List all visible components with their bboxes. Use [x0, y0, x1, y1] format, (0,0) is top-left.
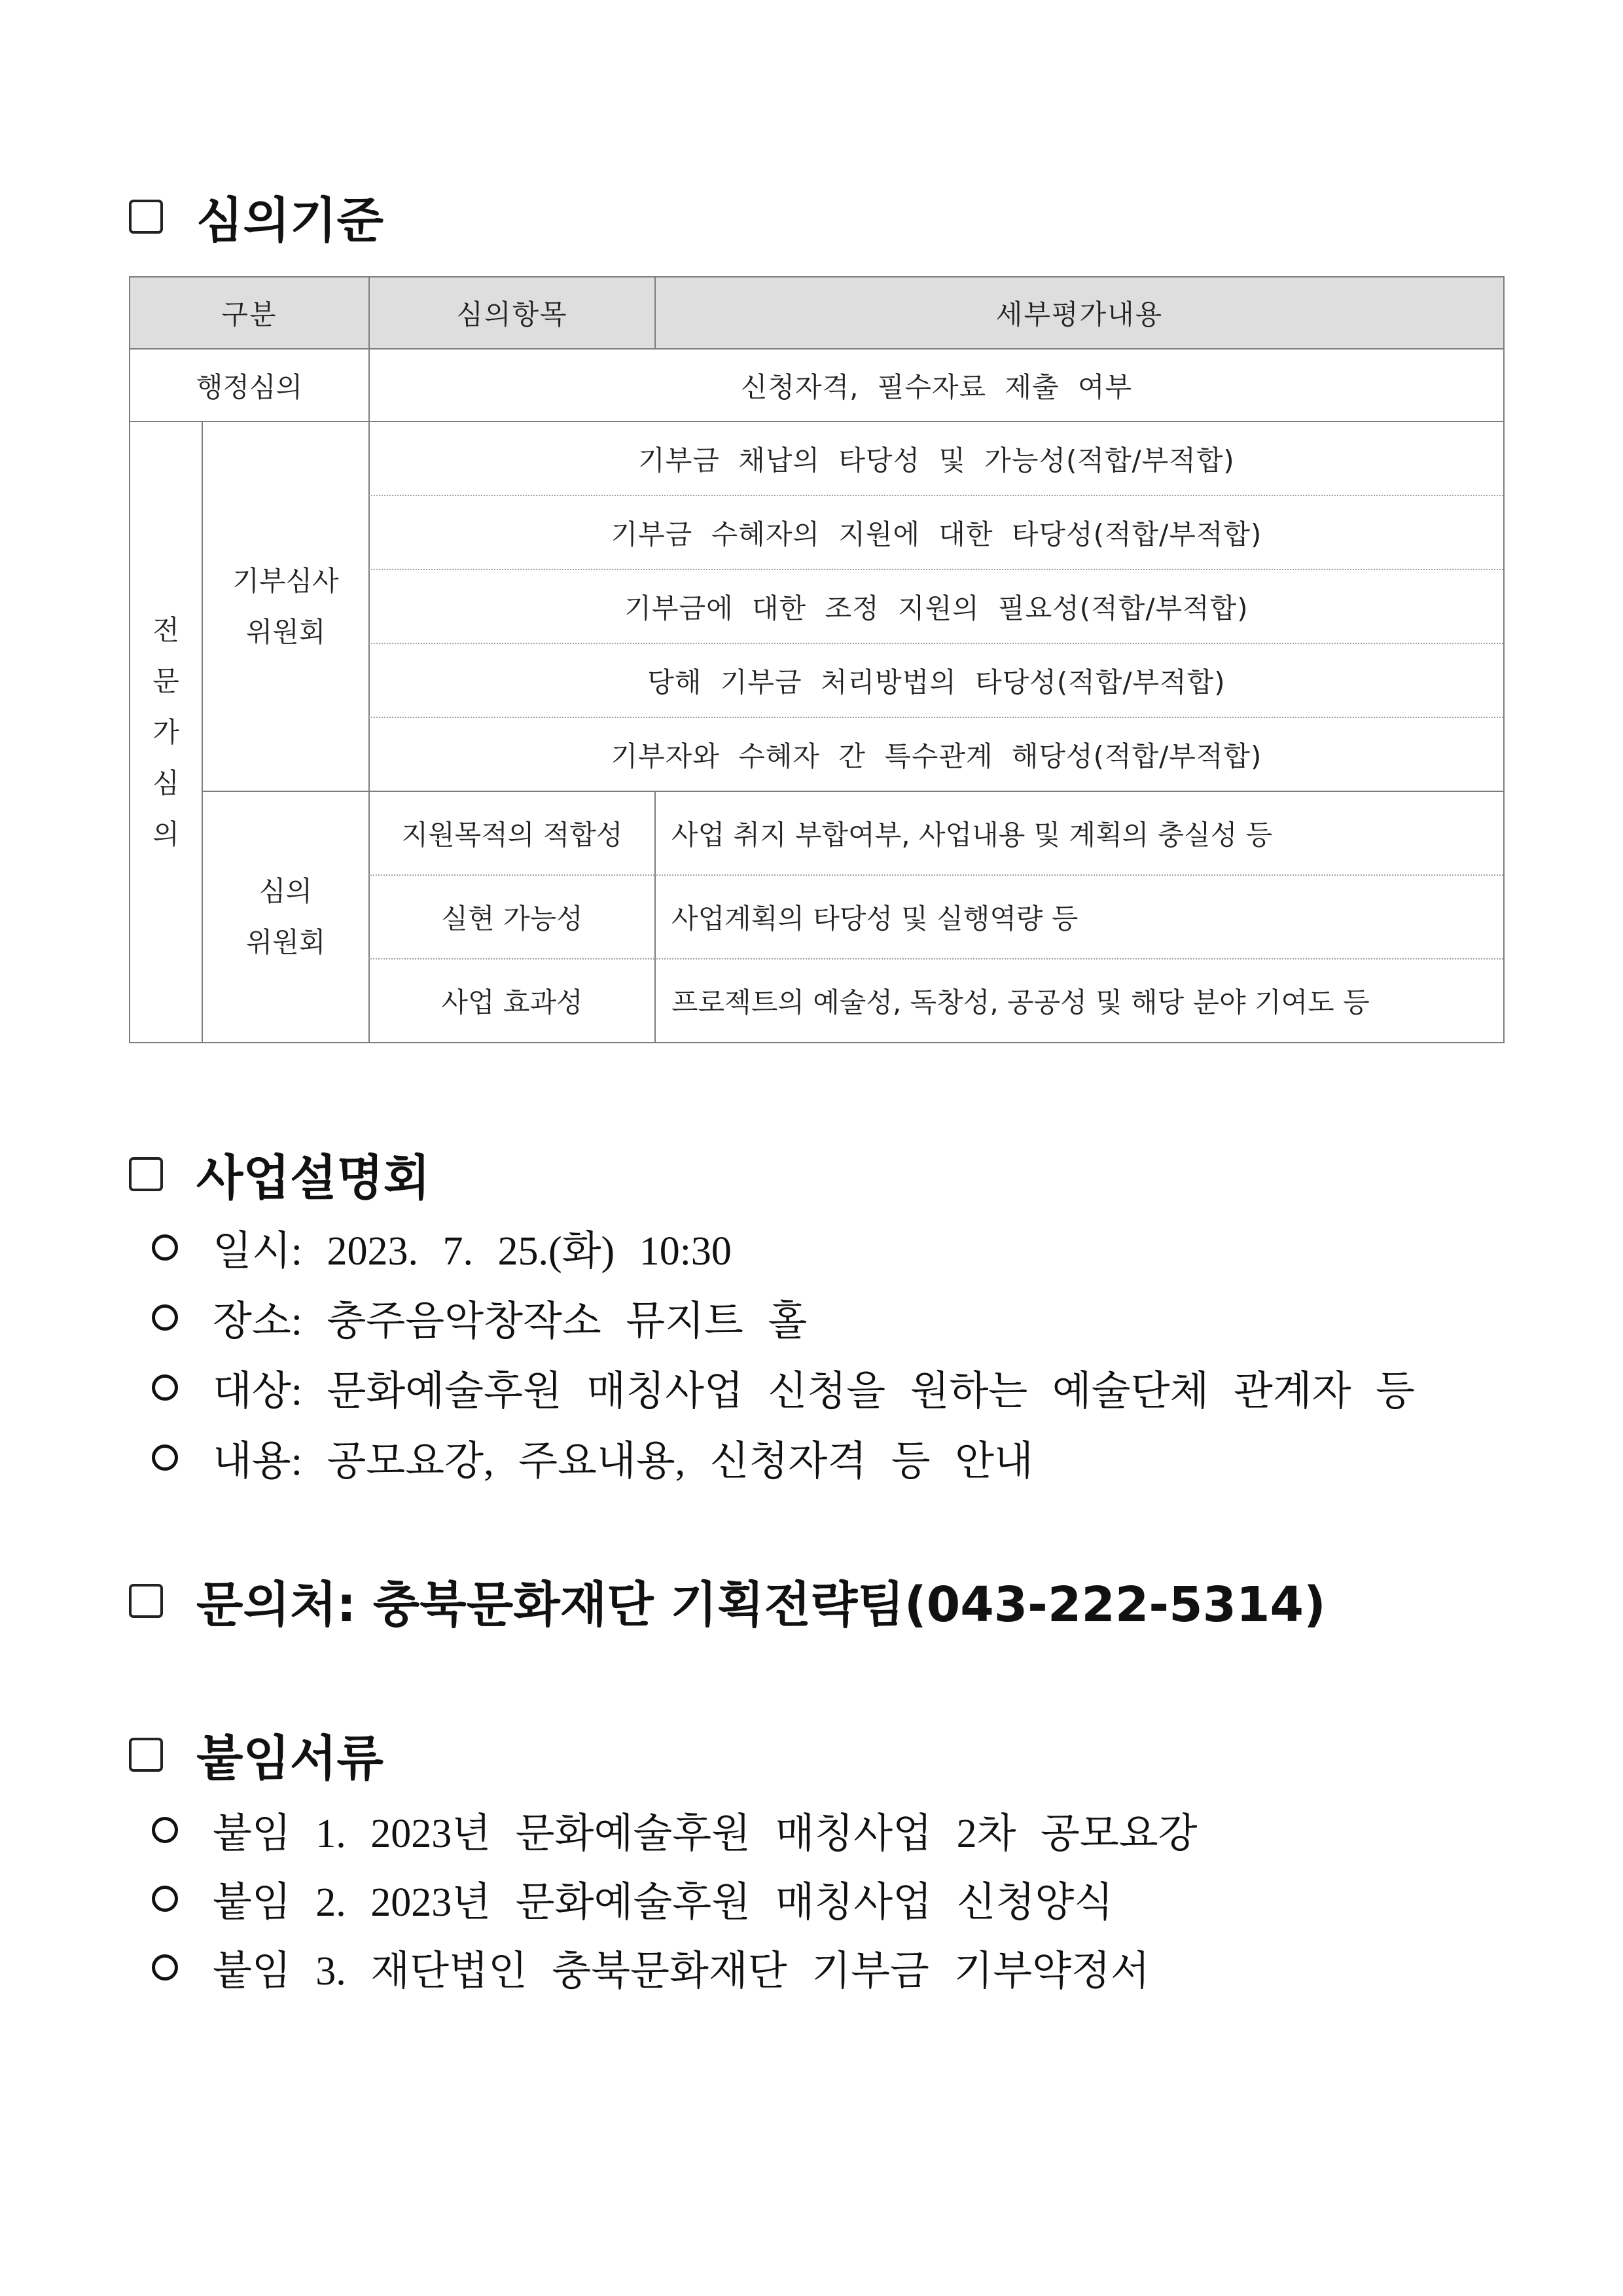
section-heading-attachments	[129, 1725, 383, 1787]
header-detail: 세부평가내용	[654, 276, 1503, 348]
square-bullet-icon	[129, 1738, 163, 1772]
review-committee-label-cell	[202, 791, 368, 1042]
list-item	[152, 1933, 1198, 2001]
circle-bullet-icon	[152, 1444, 178, 1471]
donation-criterion: 기부금 채납의 타당성 및 가능성(적합/부적합)	[368, 421, 1503, 495]
donation-committee-label-line: 기부심사	[232, 564, 339, 597]
review-detail: 프로젝트의 예술성, 독창성, 공공성 및 해당 분야 기여도 등	[654, 958, 1503, 1042]
review-detail: 사업계획의 타당성 및 실행역량 등	[654, 874, 1503, 958]
section-title: 심의기준	[196, 192, 383, 249]
list-item	[152, 1864, 1198, 1933]
review-item: 실현 가능성	[368, 874, 654, 958]
section-heading-criteria	[129, 187, 383, 249]
square-bullet-icon	[129, 1584, 163, 1618]
square-bullet-icon	[129, 1157, 163, 1191]
circle-bullet-icon	[152, 1234, 178, 1261]
table-header-row	[129, 276, 1503, 348]
review-item: 지원목적의 적합성	[368, 791, 654, 874]
review-item: 사업 효과성	[368, 958, 654, 1042]
list-item-text: 붙임 1. 2023년 문화예술후원 매칭사업 2차 공모요강	[213, 1812, 1198, 1856]
list-item-text: 붙임 2. 2023년 문화예술후원 매칭사업 신청양식	[213, 1880, 1114, 1925]
list-item	[152, 1422, 1415, 1492]
briefing-list	[152, 1212, 1415, 1492]
donation-criterion: 당해 기부금 처리방법의 타당성(적합/부적합)	[368, 643, 1503, 717]
donation-criterion: 기부금 수혜자의 지원에 대한 타당성(적합/부적합)	[368, 495, 1503, 569]
donation-committee-label-line: 위원회	[245, 615, 326, 648]
admin-review-label: 행정심의	[129, 348, 368, 421]
list-item-text: 장소: 충주음악창작소 뮤지트 홀	[213, 1299, 808, 1344]
table-row	[129, 791, 1503, 874]
list-item	[152, 1352, 1415, 1422]
review-detail: 사업 취지 부합여부, 사업내용 및 계획의 충실성 등	[654, 791, 1503, 874]
section-title: 사업설명회	[196, 1150, 431, 1206]
section-heading-briefing	[129, 1145, 430, 1204]
circle-bullet-icon	[152, 1954, 178, 1981]
admin-review-detail: 신청자격, 필수자료 제출 여부	[368, 348, 1503, 421]
circle-bullet-icon	[152, 1886, 178, 1912]
circle-bullet-icon	[152, 1817, 178, 1843]
list-item-text: 대상: 문화예술후원 매칭사업 신청을 원하는 예술단체 관계자 등	[213, 1369, 1415, 1414]
header-item: 심의항목	[368, 276, 654, 348]
review-committee-label-line: 심의	[259, 875, 313, 907]
review-committee-label-line: 위원회	[245, 926, 326, 958]
attachments-list	[152, 1795, 1198, 2001]
list-item-text: 붙임 3. 재단법인 충북문화재단 기부금 기부약정서	[213, 1949, 1150, 1994]
header-category: 구분	[129, 276, 368, 348]
section-title: 붙임서류	[196, 1731, 383, 1787]
circle-bullet-icon	[152, 1304, 178, 1331]
section-heading-contact	[129, 1571, 1326, 1633]
expert-review-label: 전문가심의	[152, 613, 179, 850]
table-row	[129, 421, 1503, 495]
square-bullet-icon	[129, 200, 163, 234]
list-item-text: 일시: 2023. 7. 25.(화) 10:30	[213, 1229, 732, 1274]
table-row	[129, 348, 1503, 421]
list-item	[152, 1795, 1198, 1864]
donation-criterion: 기부자와 수혜자 간 특수관계 해당성(적합/부적합)	[368, 717, 1503, 791]
list-item-text: 내용: 공모요강, 주요내용, 신청자격 등 안내	[213, 1439, 1033, 1484]
list-item	[152, 1282, 1415, 1352]
circle-bullet-icon	[152, 1374, 178, 1401]
section-title: 문의처: 충북문화재단 기획전략팀(043-222-5314)	[196, 1577, 1326, 1633]
donation-committee-label-cell	[202, 421, 368, 791]
review-criteria-table	[129, 276, 1505, 1043]
list-item	[152, 1212, 1415, 1282]
donation-criterion: 기부금에 대한 조정 지원의 필요성(적합/부적합)	[368, 569, 1503, 643]
expert-review-label-cell	[129, 421, 202, 1042]
